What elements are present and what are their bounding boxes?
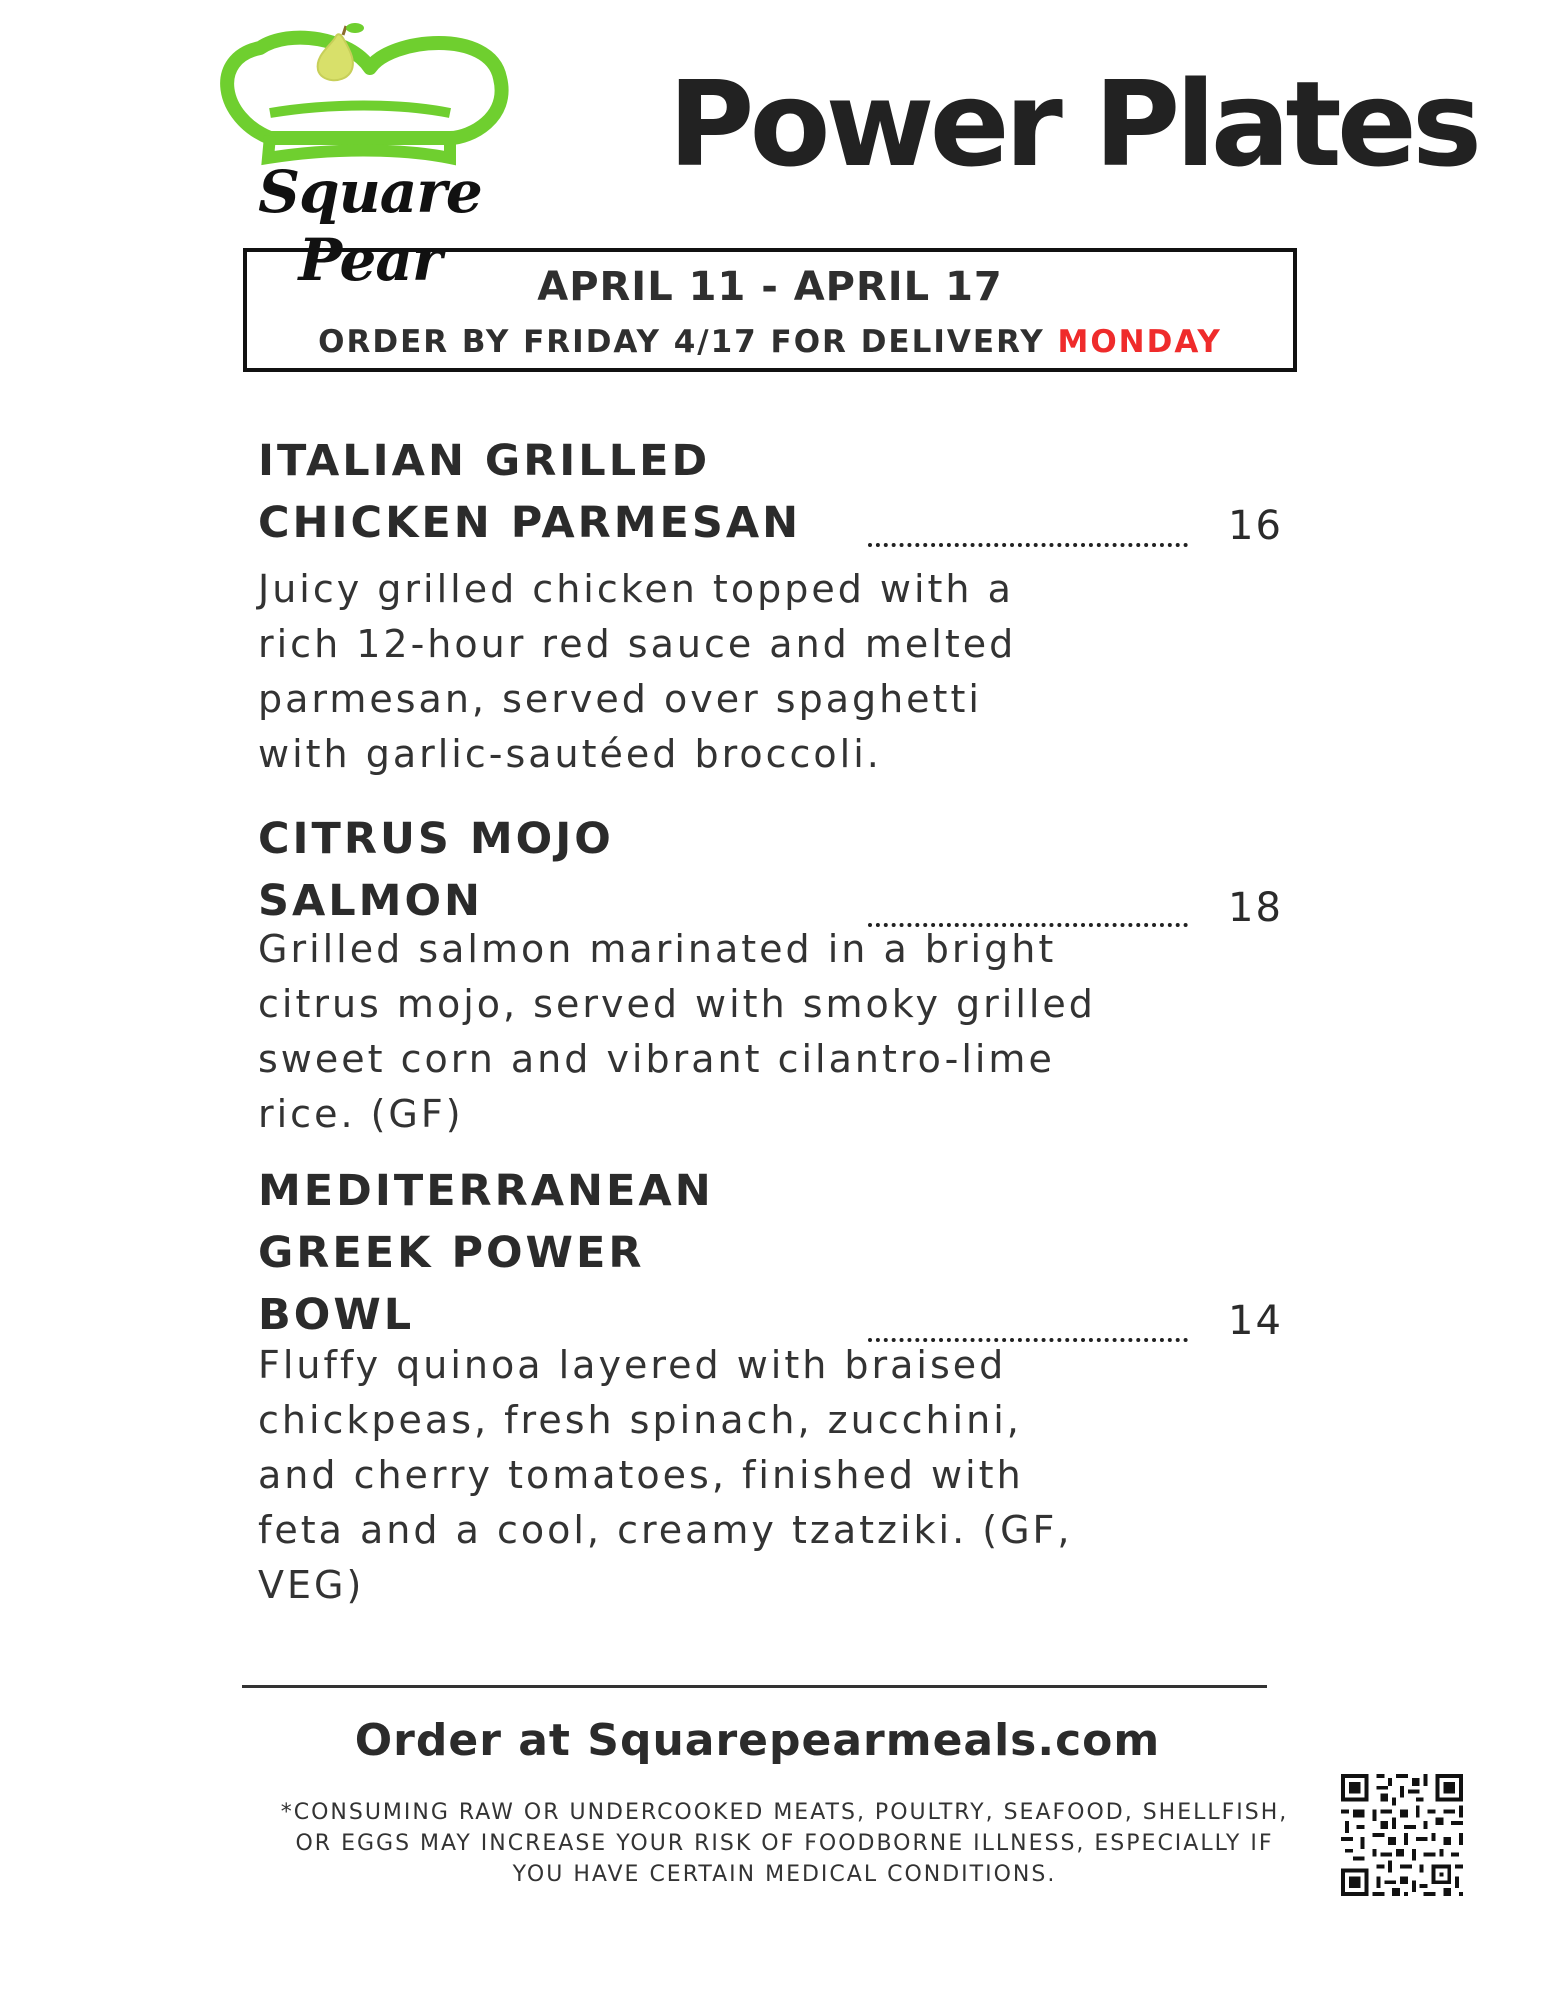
- disclaimer-line: OR EGGS MAY INCREASE YOUR RISK OF FOODBORNE ILLNESS, ESPECIALLY IF: [295, 1831, 1274, 1856]
- menu-item-name-line: BOWL: [258, 1290, 415, 1340]
- menu-item-description: [258, 922, 1138, 1142]
- page-title: Power Plates: [668, 55, 1478, 193]
- menu-item-price: 18: [1228, 885, 1283, 931]
- menu-item-name-line: ITALIAN GRILLED: [258, 436, 711, 486]
- chef-hat-pear-icon: [200, 18, 540, 168]
- price-leader: [868, 1338, 1188, 1342]
- description-line: sweet corn and vibrant cilantro-lime: [258, 1037, 1055, 1081]
- menu-item: [258, 430, 1308, 782]
- description-line: citrus mojo, served with smoky grilled: [258, 982, 1096, 1026]
- price-leader: [868, 923, 1188, 927]
- schedule-box: [243, 248, 1297, 372]
- description-line: Juicy grilled chicken topped with a: [258, 567, 1014, 611]
- description-line: Fluffy quinoa layered with braised: [258, 1343, 1007, 1387]
- description-line: feta and a cool, creamy tzatziki. (GF,: [258, 1508, 1073, 1552]
- delivery-day: MONDAY: [1057, 324, 1222, 360]
- brand-logo: [200, 18, 540, 294]
- description-line: parmesan, served over spaghetti: [258, 677, 982, 721]
- menu-item-description: [258, 562, 1138, 782]
- footer-divider: [242, 1685, 1267, 1688]
- menu-item-name: [258, 808, 878, 932]
- menu-item: [258, 808, 1308, 1142]
- description-line: with garlic-sautéed broccoli.: [258, 732, 882, 776]
- menu-item-name-line: CHICKEN PARMESAN: [258, 498, 802, 548]
- menu-item: [258, 1160, 1308, 1613]
- price-leader: [868, 543, 1188, 547]
- description-line: and cherry tomatoes, finished with: [258, 1453, 1024, 1497]
- order-website-link[interactable]: Order at Squarepearmeals.com: [354, 1715, 1161, 1766]
- description-line: rice. (GF): [258, 1092, 464, 1136]
- menu-item-price: 16: [1228, 503, 1283, 549]
- order-deadline: [247, 324, 1293, 360]
- description-line: Grilled salmon marinated in a bright: [258, 927, 1057, 971]
- menu-item-name-line: MEDITERRANEAN: [258, 1166, 714, 1216]
- menu-item-description: [258, 1338, 1138, 1613]
- logo-wordmark: Square Pear: [258, 158, 482, 294]
- menu-item-name: [258, 430, 878, 554]
- qr-code-icon[interactable]: [1336, 1770, 1468, 1900]
- menu-item-price: 14: [1228, 1298, 1283, 1344]
- menu-item-name: [258, 1160, 878, 1346]
- description-line: rich 12-hour red sauce and melted: [258, 622, 1017, 666]
- order-deadline-text: ORDER BY FRIDAY 4/17 FOR DELIVERY: [318, 324, 1058, 360]
- menu-item-name-line: SALMON: [258, 876, 483, 926]
- description-line: VEG): [258, 1563, 365, 1607]
- disclaimer-line: YOU HAVE CERTAIN MEDICAL CONDITIONS.: [512, 1862, 1057, 1887]
- date-range: APRIL 11 - APRIL 17: [537, 264, 1003, 310]
- menu-item-name-line: GREEK POWER: [258, 1228, 645, 1278]
- description-line: chickpeas, fresh spinach, zucchini,: [258, 1398, 1022, 1442]
- menu-item-name-line: CITRUS MOJO: [258, 814, 614, 864]
- disclaimer-line: *CONSUMING RAW OR UNDERCOOKED MEATS, POULTRY, SEAFOOD, SHELLFISH,: [280, 1800, 1289, 1825]
- food-safety-disclaimer: [262, 1797, 1307, 1890]
